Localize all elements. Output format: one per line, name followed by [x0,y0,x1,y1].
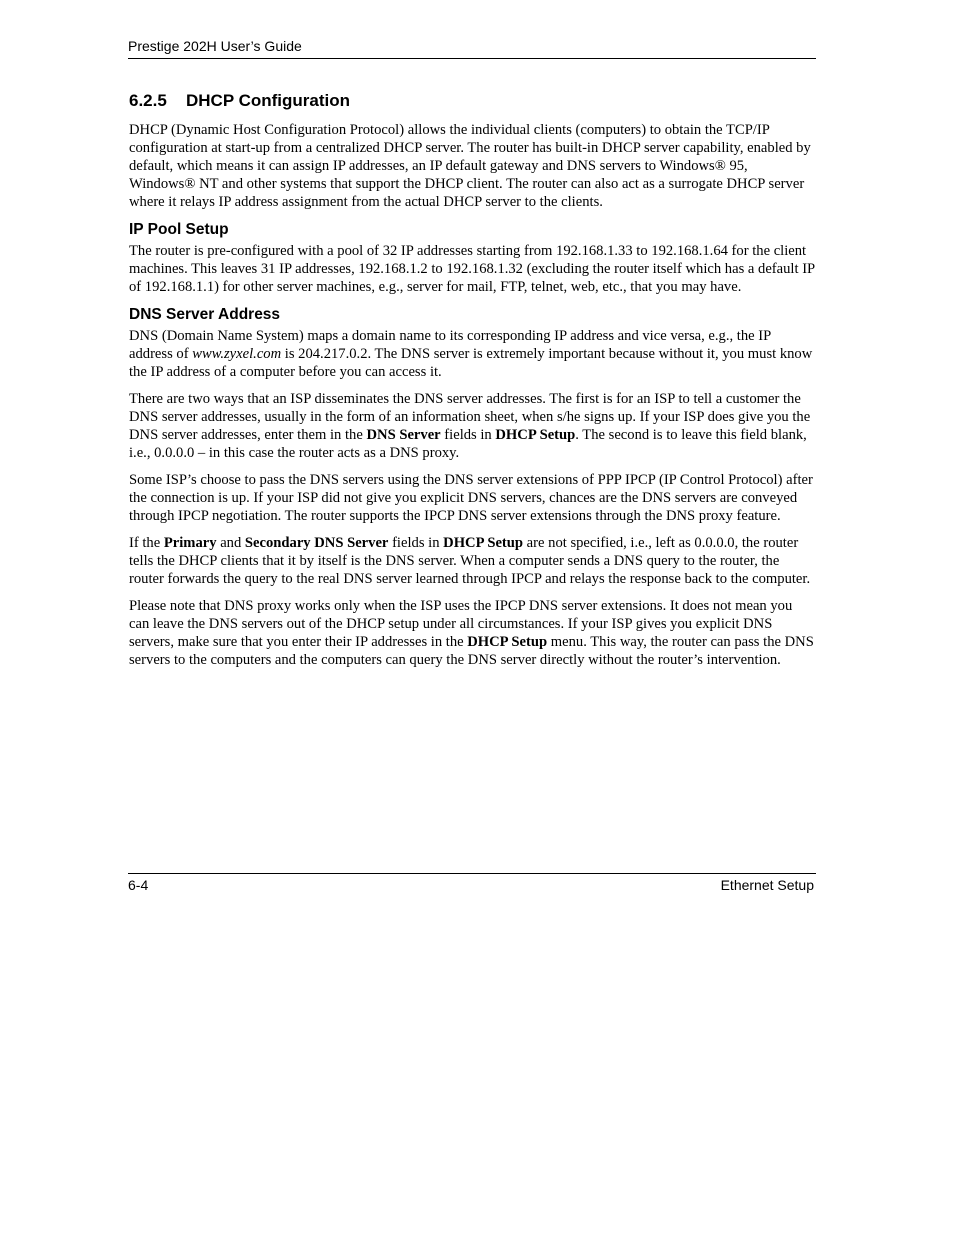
chapter-name: Ethernet Setup [720,877,814,893]
page-footer [128,873,816,895]
ip-pool-heading: IP Pool Setup [129,221,229,238]
page-number: 6-4 [128,877,149,893]
dns-paragraph-3: Some ISP’s choose to pass the DNS servers using the DNS server extensions of PPP IPCP (IP Control Protocol) after the connection is up. If your ISP did not give you explicit DNS servers, chances are the DNS servers are conveyed through IPCP negotiation. The router supports the IPCP DNS server extensions through the DNS proxy feature. [129,472,813,524]
section-heading [129,90,815,112]
ip-pool-paragraph: The router is pre-configured with a pool of 32 IP addresses starting from 192.168.1.33 to 192.168.1.64 for the client machines. This leaves 31 IP addresses, 192.168.1.2 to 192.168.1.32 (excluding the router itself which has a default IP of 192.168.1.1) for other server machines, e.g., server for mail, FTP, telnet, web, etc., that you may have. [129,243,815,295]
page-content [129,90,815,678]
zyxel-url: www.zyxel.com [192,346,282,362]
section-number: 6.2.5 [129,91,167,110]
guide-title: Prestige 202H User’s Guide [128,38,302,54]
section-title: DHCP Configuration [186,91,351,110]
dns-paragraph-2: There are two ways that an ISP disseminates the DNS server addresses. The first is for an ISP to tell a customer the DNS server addresses, usually in the form of an information sheet, when s/he signs up. If your ISP does give you the DNS server addresses, enter them in the DNS Server fields in DHCP Setup. The second is to leave this field blank, i.e., 0.0.0.0 – in this case the router acts as a DNS proxy. [129,391,811,461]
dns-server-heading: DNS Server Address [129,306,281,323]
dns-paragraph-5: Please note that DNS proxy works only when the ISP uses the IPCP DNS server extensions. It does not mean you can leave the DNS servers out of the DHCP setup under all circumstances. If your ISP gives you explicit DNS servers, make sure that you enter their IP addresses in the DHCP Setup menu. This way, the router can pass the DNS servers to the computers and the computers can query the DNS server directly without the router’s intervention. [129,598,814,668]
dhcp-intro-paragraph: DHCP (Dynamic Host Configuration Protocol) allows the individual clients (computers) to obtain the TCP/IP configuration at start-up from a centralized DHCP server. The router has built-in DHCP server capability, enabled by default, which means it can assign IP addresses, an IP default gateway and DNS servers to Windows® 95, Windows® NT and other systems that support the DHCP client. The router can also act as a surrogate DHCP server where it relays IP address assignment from the actual DHCP server to the clients. [129,122,811,210]
dns-paragraph-1: DNS (Domain Name System) maps a domain name to its corresponding IP address and vice versa, e.g., the IP address of www.zyxel.com is 204.217.0.2. The DNS server is extremely important because without it, you must know the IP address of a computer before you can access it. [129,328,813,380]
page-header [128,36,816,59]
dns-paragraph-4: If the Primary and Secondary DNS Server fields in DHCP Setup are not specified, i.e., left as 0.0.0.0, the router tells the DHCP clients that it by itself is the DNS server. When a computer sends a DNS query to the router, the router forwards the query to the real DNS server learned through IPCP and relays the response back to the computer. [129,535,811,587]
